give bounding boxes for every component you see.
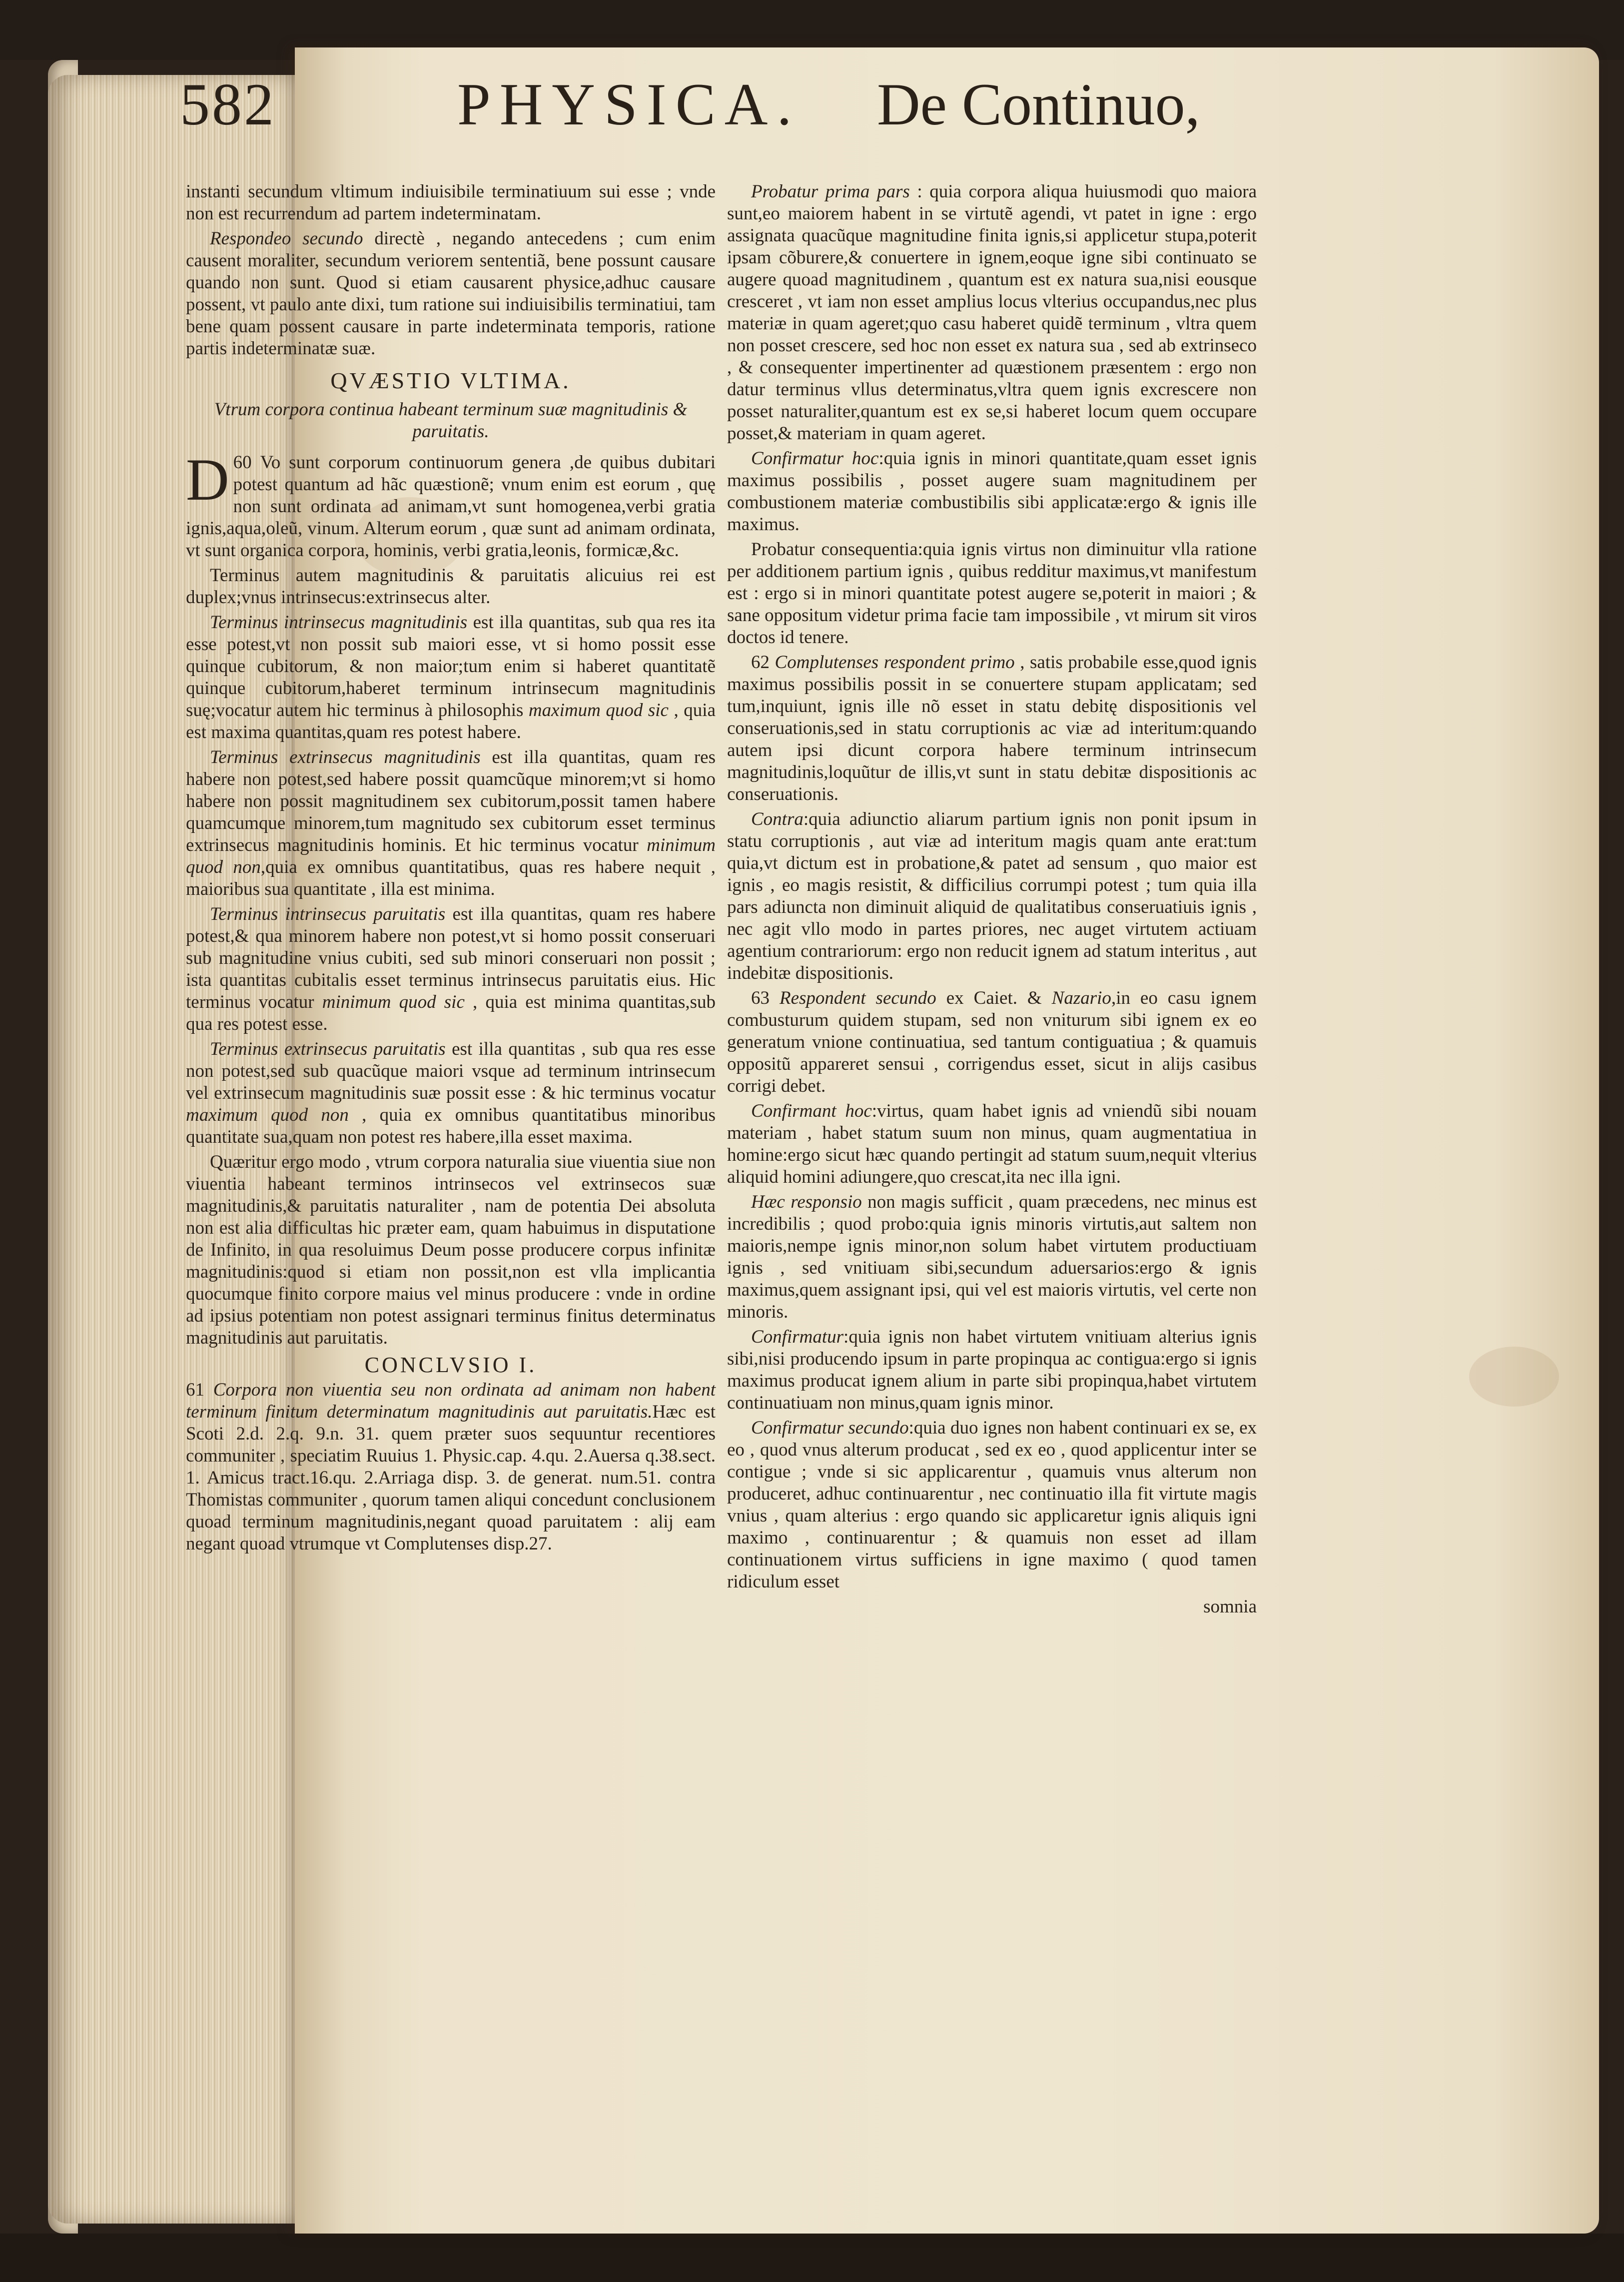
running-title: PHYSICA.	[457, 71, 801, 137]
question-subtitle: Vtrum corpora continua habeant terminum suæ magnitudinis & paruitatis.	[214, 399, 688, 442]
paragraph: instanti secundum vltimum indiuisibile terminatiuum sui esse ; vnde non est recurrendum ad partem indeterminatam.	[186, 181, 716, 224]
foxing-stain	[1469, 1347, 1559, 1407]
left-column	[186, 181, 716, 1558]
paragraph: Terminus intrinsecus paruitatis est illa quantitas, quam res habere potest,& qua minorem habere non potest,vt si homo possit conseruari sub magnitudine vnius cubiti, sed sub minori conseruari non possit ; ista quantitas cubitalis esset terminus intrinsecus paruitatis eius. Hic terminus vocatur minimum quod sic , quia est minima quantitas,sub qua res potest esse.	[186, 904, 716, 1034]
paragraph: Confirmatur secundo:quia duo ignes non habent continuari ex se, ex eo , quod vnus alterum producat , sed ex eo , quod applicentur inter se contigue ; vnde si sic applicarentur , quamuis vnus alterum non produceret, adhuc continuarentur , nec continuatio illa fit virtute magis vnius , quam alterius : ergo quando sic applicaretur ignis aliquis igni maximo , continuarentur ; & quamuis non esset ad illam continuationem virtus sufficiens in igne maximo ( quod tamen ridiculum esset	[727, 1418, 1257, 1592]
paragraph: Confirmant hoc:virtus, quam habet ignis ad vniendũ sibi nouam materiam , habet statum suum non minus, quam augmentatiua in homine:ergo sicut hæc quando pertingit ad statum suum,nequit vlterius aliquid homini adiungere,quo crescat,ita nec illa igni.	[727, 1101, 1257, 1187]
paragraph: Terminus extrinsecus magnitudinis est illa quantitas, quam res habere non potest,sed habere possit quamcũque minorem;vt si homo habere non possit magnitudinem sex cubitorum,possit tamen habere quamcumque minorem,tum magnitudo sex cubitorum esset terminus extrinsecus magnitudinis hominis. Et hic terminus vocatur minimum quod non,quia ex omnibus quantitatibus, quas res habere nequit , maioribus sua quantitate , illa est minima.	[186, 747, 716, 899]
section-number: 61	[186, 1380, 204, 1400]
paragraph: Probatur prima pars : quia corpora aliqua huiusmodi quo maiora sunt,eo maiorem habent in se virtutẽ agendi, vt patet in igne : ergo assignata quacũque magnitudine finita ignis,si applicetur stupa,poterit ipsam cõburere,& conuertere in ignem,eoque igne sibi continuato se augere quoad magnitudinem , quantum est ex natura sua,nisi eousque cresceret , vt iam non esset amplius locus vlterius occupandus,nec plus materiæ in quam ageret;quo casu haberet quidẽ terminum , vltra quem non posset crescere, sed hoc non esset ex natura sua , sed ab extrinseco , & consequenter impertinenter ad quæstionem præsentem : ergo non datur terminus vllus determinatus,vltra quem ignis excrescere non posset naturaliter,quantum est ex se,si haberet locum quem occupare posset,& materiam in quam ageret.	[727, 181, 1257, 444]
section-number: 62	[751, 652, 770, 673]
catchword: somnia	[1203, 1596, 1257, 1617]
paragraph: Contra:quia adiunctio aliarum partium ignis non ponit ipsum in statu corruptionis , aut viæ ad interitum magis quam ante erat:tum quia,vt dictum est in probatione,& patet ad sensum , quo maior est ignis , eo magis resistit, & difficilius corrumpi potest ; tum quia illa pars adiuncta non diminuit aliquid de qualitatibus conseruatiuis ignis , nec agit vllo modo in partes priores, nec auget virtutem actiuam agentium contrariorum: ergo non reducit ignem ad statum interitus , aut indebitæ dispositionis.	[727, 809, 1257, 983]
paragraph: 63 Respondent secundo ex Caiet. & Nazario,in eo casu ignem combusturum quidem stupam, sed non vniturum sibi ignem ex eo generatum vnione continuatiua, sed tantum contiguatiua ; & quamuis oppositũ appareret sensui , corrigendus esset, sicut in alijs casibus corrigi debet.	[727, 988, 1257, 1096]
paragraph: Confirmatur hoc:quia ignis in minori quantitate,quam esset ignis maximus possibilis , posset augere suam magnitudinem per combustionem materiæ combustibilis sibi applicatæ:ergo & ignis ille maximus.	[727, 448, 1257, 535]
question-title: QVÆSTIO VLTIMA.	[330, 368, 571, 393]
section-number: 63	[751, 988, 770, 1008]
scan-background-bottom	[0, 2234, 1624, 2282]
paragraph: Probatur consequentia:quia ignis virtus non diminuitur vlla ratione per additionem partium ignis , quibus redditur maximus,vt manifestum est : ergo si in minori quantitate potest augere se,poterit in maiori ; & sane oppositum videtur prima facie tam impossibile , vt mirum sit viros doctos id tenere.	[727, 539, 1257, 648]
paragraph: Respondeo secundo directè , negando antecedens ; cum enim causent moraliter, secundum veriorem sententiã, bene possunt causare quando non sunt. Quod si etiam causarent physice,adhuc causare possent, vt paulo ante dixi, tum ratione sui indiuisibilis terminatiui, tam bene quam possent causare in parte indeterminata temporis, ratione partis indeterminatæ suæ.	[186, 228, 716, 359]
running-subtitle: De Continuo,	[877, 71, 1200, 137]
paragraph: 60 D Vo sunt corporum continuorum genera ,de quibus dubitari potest quantum ad hãc quæstionẽ; vnum enim est eorum , quę non sunt ordinata ad animam,vt sunt homogenea,verbi gratia ignis,aqua,oleũ, vinum. Alterum eorum , quæ sunt ad animam ordinata, vt sunt organica corpora, hominis, verbi gratia,leonis, formicæ,&c.	[186, 446, 716, 561]
section-number: 60	[233, 452, 252, 473]
paragraph: 61 Corpora non viuentia seu non ordinata ad animam non habent terminum finitum determinatum magnitudinis aut paruitatis.Hæc est Scoti 2.d. 2.q. 9.n. 31. quem præter suos sequuntur recentiores communiter , speciatim Ruuius 1. Physic.cap. 4.qu. 2.Auersa q.38.sect. 1. Amicus tract.16.qu. 2.Arriaga disp. 3. de generat. num.51. contra Thomistas communiter , quorum tamen aliqui concedunt conclusionem quoad terminum magnitudinis,negant quoad paruitatem : alij eam negant quoad vtrumque vt Complutenses disp.27.	[186, 1380, 716, 1554]
paragraph: Terminus extrinsecus paruitatis est illa quantitas , sub qua res esse non potest,sed sub quacũque maiori vsque ad terminum intrinsecum vel extrinsecum magnitudinis suæ possit esse : & hic terminus vocatur maximum quod non , quia ex omnibus quantitatibus minoribus quantitate sua,quam non potest res habere,illa esset maxima.	[186, 1039, 716, 1147]
paragraph: 62 Complutenses respondent primo , satis probabile esse,quod ignis maximus possibilis possit in se conuertere stupam applicatam; sed tum,inquiunt, ignis ille nõ esset in statu debitę dispositionis vel conseruationis,sed in statu corruptionis ac viæ ad interitum:quando autem ipsi dicunt corpora habere terminum intrinsecum magnitudinis,loquũtur de illis,vt sunt in statu debitæ dispositionis ac conseruationis.	[727, 652, 1257, 804]
page-number: 582	[180, 71, 276, 137]
conclusion-title: CONCLVSIO I.	[364, 1353, 537, 1377]
running-head	[180, 70, 1254, 170]
paragraph: Hæc responsio non magis sufficit , quam præcedens, nec minus est incredibilis ; quod probo:quia ignis minoris virtutis,aut saltem non maioris,nempe ignis minor,non solum habet virtutem productiuam ignis , sed vnitiuam sibi,secundum aduersarios:ergo & ignis maximus,quem assignant ipsi, qui vel est maioris virtutis, vel certe non minoris.	[727, 1192, 1257, 1322]
drop-cap: D	[186, 446, 229, 513]
paragraph: Terminus autem magnitudinis & paruitatis alicuius rei est duplex;vnus intrinsecus:extrinsecus alter.	[186, 565, 716, 608]
paragraph: Confirmatur:quia ignis non habet virtutem vnitiuam alterius ignis sibi,nisi producendo ipsum in parte propinqua ac contigua:ergo si ignis maximus producat ignem alium in parte sibi propinqua,habet virtutem continuatiuam non minus,quam ignis minor.	[727, 1327, 1257, 1413]
paragraph: Terminus intrinsecus magnitudinis est illa quantitas, sub qua res ita esse potest,vt non possit sub maiori esse, vt si homo possit esse quinque cubitorum, & non maior;tum enim si haberet quantitatẽ quinque cubitorum,haberet terminum intrinsecum magnitudinis suę;vocatur autem hic terminus à philosophis maximum quod sic , quia est maxima quantitas,quam res potest habere.	[186, 612, 716, 743]
paragraph: Quæritur ergo modo , vtrum corpora naturalia siue viuentia siue non viuentia habeant terminos intrinsecos vel extrinsecos suæ magnitudinis,& paruitatis naturaliter , nam de potentia Dei absoluta non est alia difficultas hic præter eam, quam habuimus in disputatione de Infinito, in qua resoluimus Deum posse producere corpus infinitæ magnitudinis:quod si etiam non possit,non est vlla implicantia quocumque finito corpore maius vel minus producere : vnde in ordine ad ipsius potentiam non potest assignari terminus finitus determinatus magnitudinis aut paruitatis.	[186, 1152, 716, 1348]
right-column	[727, 181, 1257, 1618]
